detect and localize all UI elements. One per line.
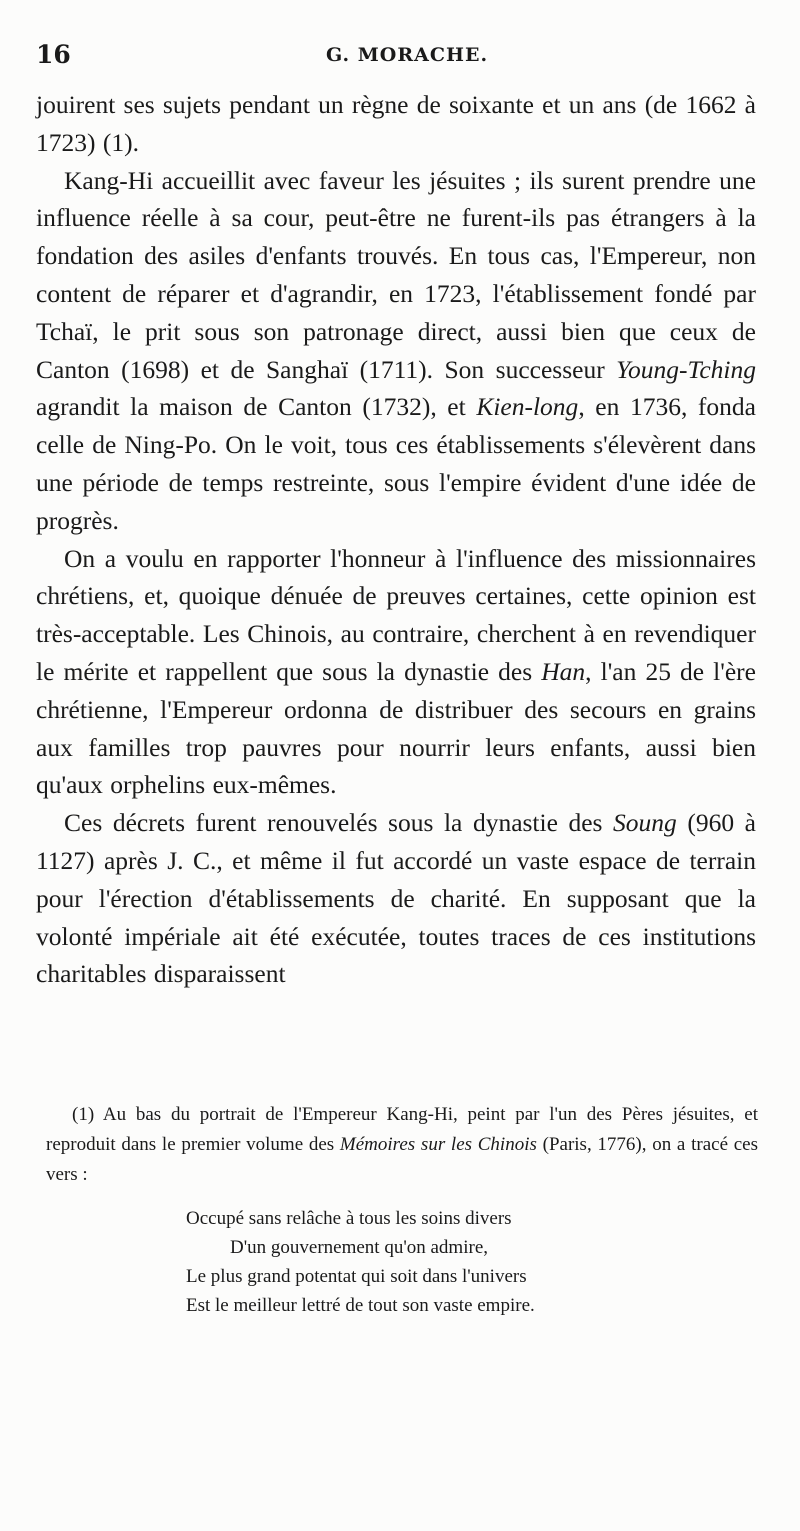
paragraph-1-text: jouirent ses sujets pendant un règne de soixante et un ans (de 1662 à 1723) (1). <box>36 90 756 157</box>
running-title: G. MORACHE. <box>326 44 489 66</box>
paragraph-2-italic-2: Kien-long <box>476 392 579 422</box>
paragraph-2-italic-1: Young-Tching <box>616 354 756 384</box>
paragraph-2-text-c: , en 1736, fonda celle de Ning-Po. On le voit, tous ces établissements s'élevèrent dans une période de temps restreinte, sous l'empire évident d'une idée de progrès. <box>36 392 756 535</box>
verse-line-4: Est le meilleur lettré de tout son vaste empire. <box>186 1295 535 1316</box>
body-text <box>36 86 756 993</box>
verse-line-1: Occupé sans relâche à tous les soins divers <box>186 1208 512 1229</box>
paragraph-2-text-a: Kang-Hi accueillit avec faveur les jésuites ; ils surent prendre une influence réelle à sa cour, peut-être ne furent-ils pas étrangers à la fondation des asiles d'enfants trouvés. En tous cas, l'Empereur, non content de réparer et d'agrandir, en 1723, l'établissement fondé par Tchaï, le prit sous son patronage direct, aussi bien que ceux de Canton (1698) et de Sanghaï (1711). Son successeur <box>36 165 756 384</box>
paragraph-3 <box>36 540 756 805</box>
paragraph-2 <box>36 162 756 540</box>
verse-line-3: Le plus grand potentat qui soit dans l'univers <box>186 1266 527 1287</box>
page-number: 16 <box>36 40 71 69</box>
paragraph-3-text-a: On a voulu en rapporter l'honneur à l'influence des missionnaires chrétiens, et, quoique dénuée de preuves certaines, cette opinion est très-acceptable. Les Chinois, au contraire, cherchent à en revendiquer le mérite et rappellent que sous la dynastie des <box>36 543 756 686</box>
paragraph-4-text-a: Ces décrets furent renouvelés sous la dynastie des <box>64 808 614 838</box>
paragraph-1 <box>36 86 756 162</box>
footnote-text-b: (Paris, 1776), on a tracé ces vers : <box>46 1134 758 1185</box>
footnote-text-a: (1) Au bas du portrait de l'Empereur Kang-Hi, peint par l'un des Pères jésuites, et reproduit dans le premier volume des <box>46 1104 758 1155</box>
paragraph-3-italic-1: Han <box>541 656 586 686</box>
verse-line-2: D'un gouvernement qu'on admire, <box>230 1237 489 1258</box>
footnote-italic-title: Mémoires sur les Chinois <box>339 1134 537 1155</box>
verse <box>186 1204 758 1320</box>
paragraph-4-italic-1: Soung <box>613 808 677 838</box>
paragraph-4-text-b: (960 à 1127) après J. C., et même il fut accordé un vaste espace de terrain pour l'érection d'établissements de charité. En supposant que la volonté impériale ait été exécutée, toutes traces de ces institutions charitables disparaissent <box>36 808 756 989</box>
running-head <box>36 40 760 80</box>
footnote <box>46 1100 758 1320</box>
footnote-text <box>46 1100 758 1190</box>
paragraph-2-text-b: agrandit la maison de Canton (1732), et <box>36 392 477 422</box>
paragraph-4 <box>36 804 756 993</box>
paragraph-3-text-b: , l'an 25 de l'ère chrétienne, l'Empereur ordonna de distribuer des secours en grains aux familles trop pauvres pour nourrir leurs enfants, aussi bien qu'aux orphelins eux-mêmes. <box>36 656 756 800</box>
